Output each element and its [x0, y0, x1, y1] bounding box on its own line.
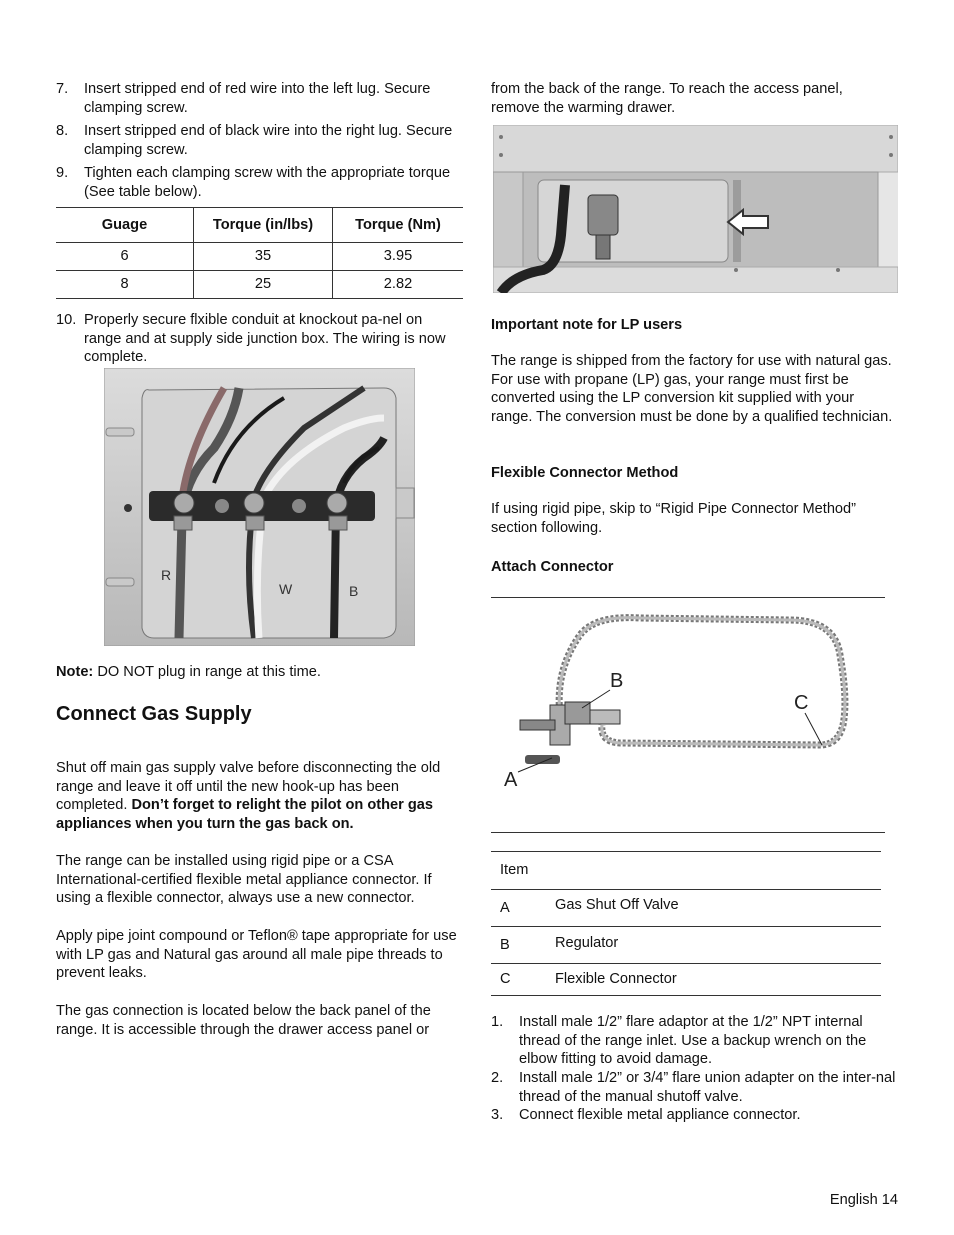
table-cell: 25 — [194, 271, 333, 299]
paragraph: If using rigid pipe, skip to “Rigid Pipe Connector Method” section following. — [491, 501, 857, 536]
table-row: B Regulator — [491, 927, 881, 964]
list-item: 7. Insert stripped end of red wire into the left lug. Secure clamping screw. — [56, 81, 431, 116]
table-header: Torque (Nm) — [333, 208, 464, 243]
table-header: Item — [500, 862, 529, 879]
table-row: C Flexible Connector — [491, 964, 881, 996]
drawer-access-illustration — [493, 125, 898, 293]
flex-heading: Flexible Connector Method — [491, 465, 679, 481]
paragraph: The range is shipped from the factory for use with natural gas. For use with propane (LP) gas, your range must first be converted using the LP conversion kit supplied with your range. The conversion must be done by a qualified technician. — [491, 353, 893, 425]
table-row — [56, 271, 463, 299]
table-header-row — [491, 852, 881, 890]
paragraph: The range can be installed using rigid pipe or a CSA International-certified flexible metal appliance connector. If using a flexible connector, always use a new connector. — [56, 853, 432, 906]
black-wire-label: B — [349, 583, 359, 599]
paragraph: The gas connection is located below the back panel of the range. It is accessible through the drawer access panel or — [56, 1003, 431, 1038]
list-item: 3. Connect flexible metal appliance connector. — [491, 1107, 801, 1123]
list-item: 10. Properly secure flxible conduit at knockout pa-nel on range and at supply side junction box. The wiring is now complete. — [56, 312, 446, 365]
table-row — [56, 243, 463, 271]
table-cell: 35 — [194, 243, 333, 271]
torque-table — [56, 207, 463, 299]
attach-heading: Attach Connector — [491, 559, 614, 575]
table-header: Torque (in/lbs) — [194, 208, 333, 243]
page-footer: English 14 — [829, 1192, 898, 1208]
list-item: 8. Insert stripped end of black wire into the right lug. Secure clamping screw. — [56, 123, 453, 158]
table-header: Guage — [56, 208, 194, 243]
paragraph: from the back of the range. To reach the access panel, remove the warming drawer. — [491, 81, 843, 116]
divider — [491, 832, 885, 833]
lp-heading: Important note for LP users — [491, 317, 683, 333]
list-item: 1. Install male 1/2” flare adaptor at the 1/2” NPT internal thread of the range inlet. Use a backup wrench on the elbow fitting to avoid damage. — [491, 1014, 867, 1067]
divider — [491, 597, 885, 598]
white-wire-label: W — [279, 581, 293, 597]
table-cell: 8 — [56, 271, 194, 299]
section-title: Connect Gas Supply — [56, 703, 252, 725]
callout-c: C — [794, 692, 809, 714]
callout-a: A — [504, 769, 518, 791]
list-item: 9. Tighten each clamping screw with the appropriate torque (See table below). — [56, 165, 451, 200]
callout-b: B — [610, 670, 624, 692]
note: Note: DO NOT plug in range at this time. — [56, 664, 321, 680]
table-cell: 2.82 — [333, 271, 464, 299]
junction-box-wiring-illustration — [104, 368, 415, 646]
table-header-row — [56, 208, 463, 243]
table-cell: 3.95 — [333, 243, 464, 271]
table-cell: 6 — [56, 243, 194, 271]
paragraph: Shut off main gas supply valve before disconnecting the old range and leave it off until the new hook-up has been completed. Don’t forget to relight the pilot on other gas appliances when you turn the gas back on. — [56, 760, 441, 832]
flexible-connector-illustration — [500, 610, 860, 795]
list-item: 2. Install male 1/2” or 3/4” flare union adapter on the inter-nal thread of the manual shutoff valve. — [491, 1070, 896, 1105]
item-table — [491, 851, 881, 996]
paragraph: Apply pipe joint compound or Teflon® tape appropriate for use with LP gas and Natural gas around all male pipe threads to prevent leaks. — [56, 928, 457, 981]
table-row: A Gas Shut Off Valve — [491, 890, 881, 927]
red-wire-label: R — [161, 567, 172, 583]
